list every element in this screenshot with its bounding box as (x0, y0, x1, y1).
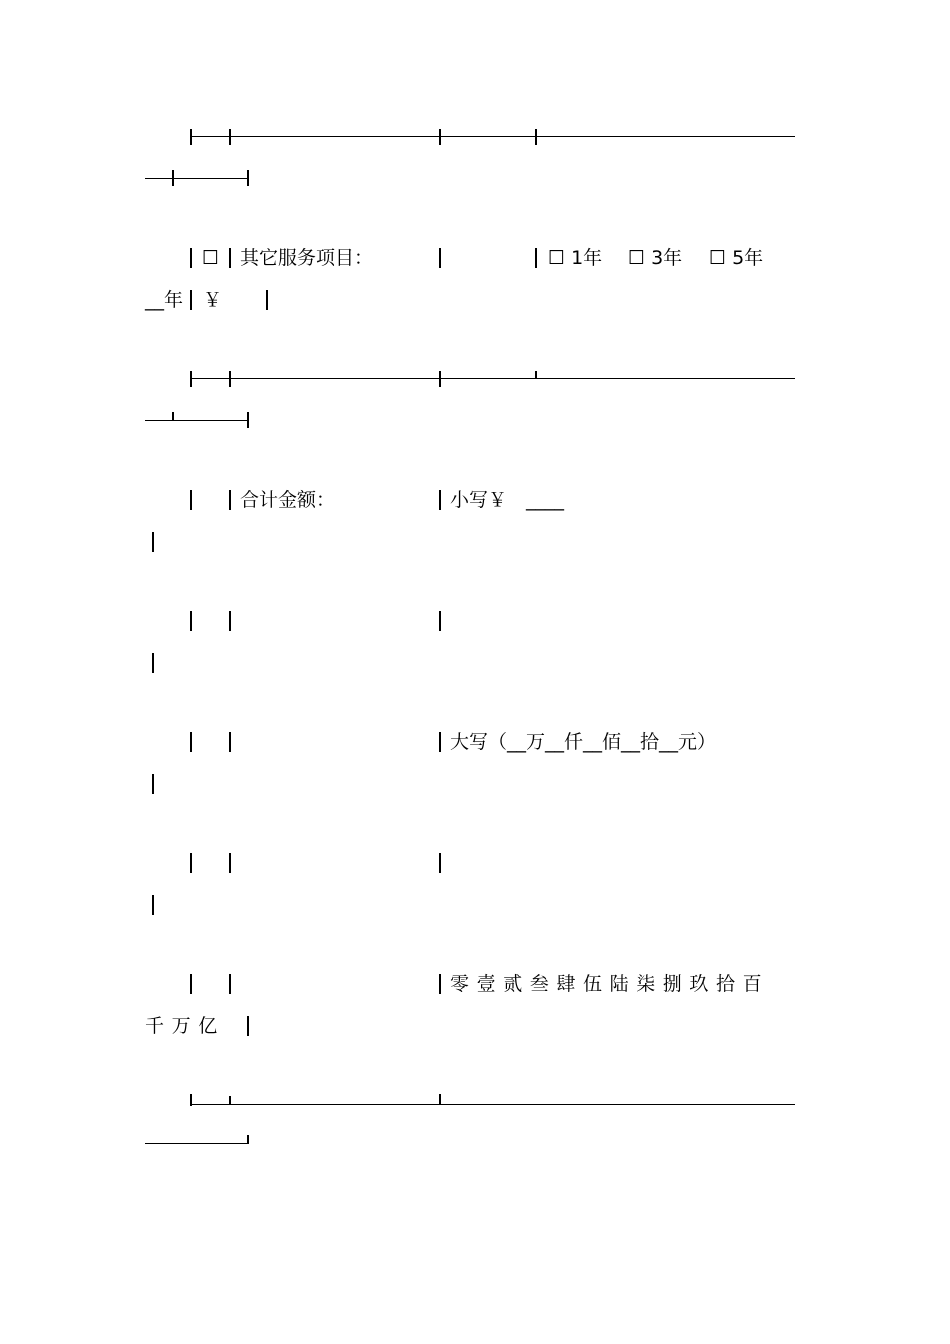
total-label: 合计金额： (240, 489, 336, 511)
year-option-3[interactable]: ☐ 3年 (628, 247, 683, 269)
uppercase-digits-line-2: 千万亿 (145, 1015, 225, 1037)
year-option-1[interactable]: ☐ 1年 (548, 247, 603, 269)
other-service-checkbox[interactable]: ☐ (202, 247, 220, 269)
uppercase-amount-field[interactable]: 大写（__万__仟__佰__拾__元） (450, 731, 717, 753)
lowercase-label: 小写￥ (450, 489, 508, 511)
year-option-5[interactable]: ☐ 5年 (709, 247, 764, 269)
other-service-label: 其它服务项目： (240, 247, 374, 269)
lowercase-amount-field[interactable]: ____ (526, 489, 564, 511)
uppercase-digits-line-1: 零壹贰叁肆伍陆柒捌玖拾百 (450, 973, 770, 995)
currency-symbol: ￥ (203, 289, 223, 311)
custom-year-field[interactable]: __年 (145, 289, 184, 311)
